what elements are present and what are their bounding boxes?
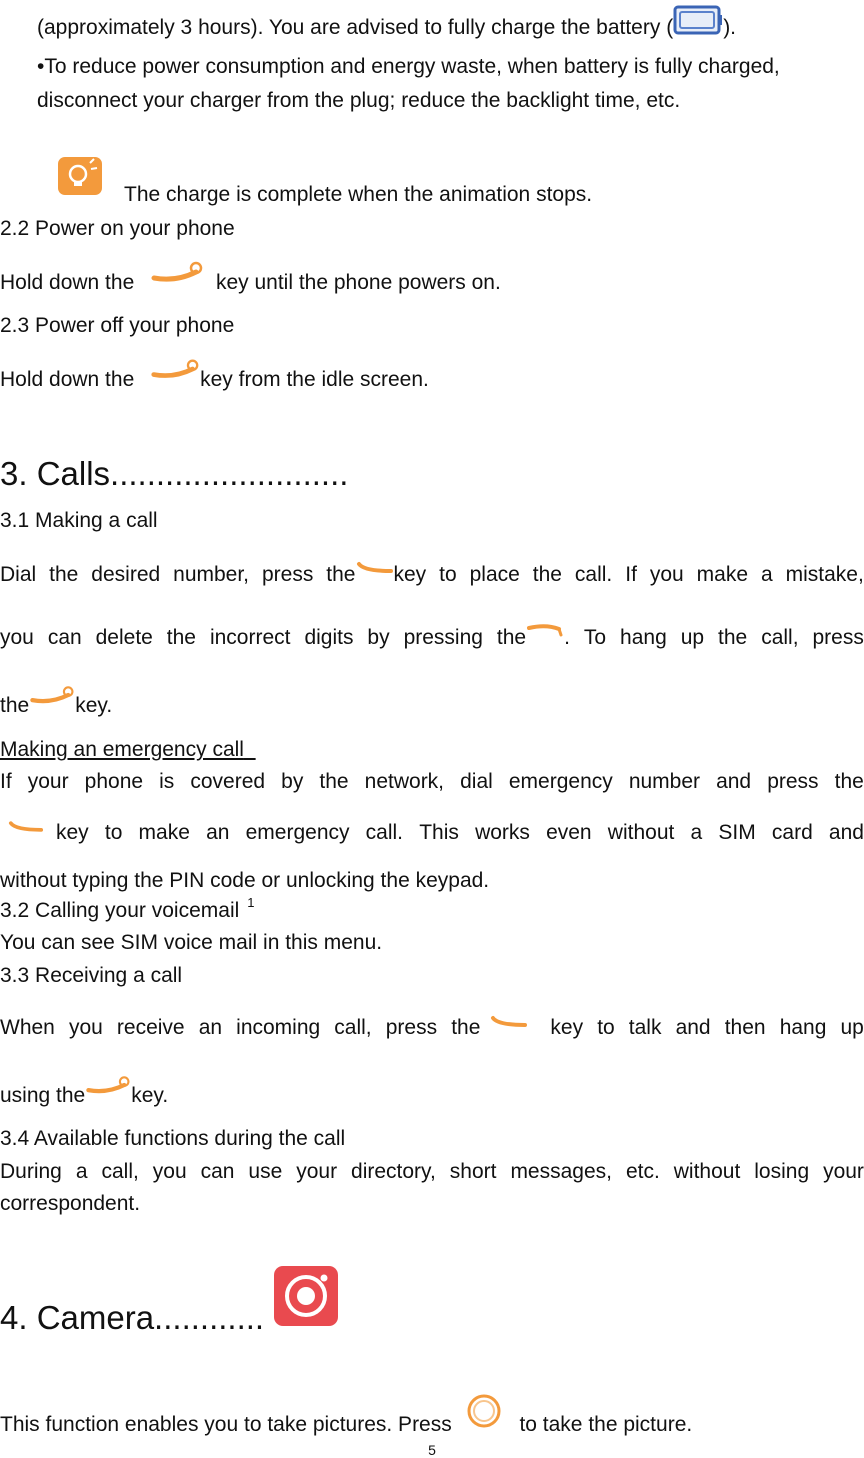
call-key-icon: [8, 815, 44, 841]
end-call-key-icon: [85, 1073, 131, 1104]
end-call-key-icon: [150, 260, 204, 291]
page-number: 5: [428, 1442, 436, 1458]
body-text: disconnect your charger from the plug; reduce the backlight time, etc.: [37, 89, 681, 112]
dial-line-3: the key.: [0, 693, 112, 719]
section-heading: 2.2 Power on your phone: [0, 217, 235, 240]
power-off-text: Hold down the key from the idle screen.: [0, 367, 429, 393]
end-call-key-icon: [29, 683, 75, 714]
call-key-icon: [356, 556, 394, 582]
dial-line-2: you can delete the incorrect digits by pressing the . To hang up the call, press: [0, 625, 864, 651]
section-heading: 3.4 Available functions during the call: [0, 1127, 346, 1150]
chapter-heading: 3. Calls..........................: [0, 455, 349, 492]
camera-app-icon: [272, 1264, 340, 1335]
call-key-icon: [490, 1010, 528, 1036]
body-text: correspondent.: [0, 1192, 141, 1215]
section-heading: 2.3 Power off your phone: [0, 314, 235, 337]
section-heading: 3.1 Making a call: [0, 509, 158, 532]
functions-line-1: During a call, you can use your directory, short messages, etc. without losing your: [0, 1160, 864, 1183]
battery-icon: [673, 4, 723, 43]
dial-line-1: Dial the desired number, press the key to place the call. If you make a mistake,: [0, 562, 864, 588]
power-on-text: Hold down the key until the phone powers on.: [0, 270, 501, 296]
emergency-line-2: key to make an emergency call. This works even without a SIM card and: [8, 820, 864, 846]
tip-text: The charge is complete when the animation stops.: [124, 183, 593, 206]
footnote-marker: 1: [247, 895, 255, 910]
receive-line-1: When you receive an incoming call, press the key to talk and then hang up: [0, 1015, 864, 1041]
emergency-line-1: If your phone is covered by the network, dial emergency number and press the: [0, 770, 864, 793]
end-call-key-icon: [150, 357, 200, 388]
battery-line: (approximately 3 hours). You are advised to fully charge the battery ( ).: [37, 14, 736, 43]
section-heading: 3.2 Calling your voicemail $^1$: [0, 895, 255, 922]
receive-line-2: using the key.: [0, 1083, 168, 1109]
camera-text: This function enables you to take pictures. Press to take the picture.: [0, 1412, 692, 1438]
body-text: without typing the PIN code or unlocking the keypad.: [0, 869, 490, 892]
clear-key-icon: [526, 619, 564, 645]
chapter-heading: 4. Camera............: [0, 1299, 265, 1336]
subheading: Making an emergency call: [0, 738, 244, 761]
body-text: You can see SIM voice mail in this menu.: [0, 931, 383, 954]
lightbulb-tip-icon: [56, 155, 104, 204]
shutter-button-icon: [466, 1393, 502, 1436]
section-heading: 3.3 Receiving a call: [0, 964, 183, 987]
bullet-text: •To reduce power consumption and energy waste, when battery is fully charged,: [37, 55, 780, 78]
